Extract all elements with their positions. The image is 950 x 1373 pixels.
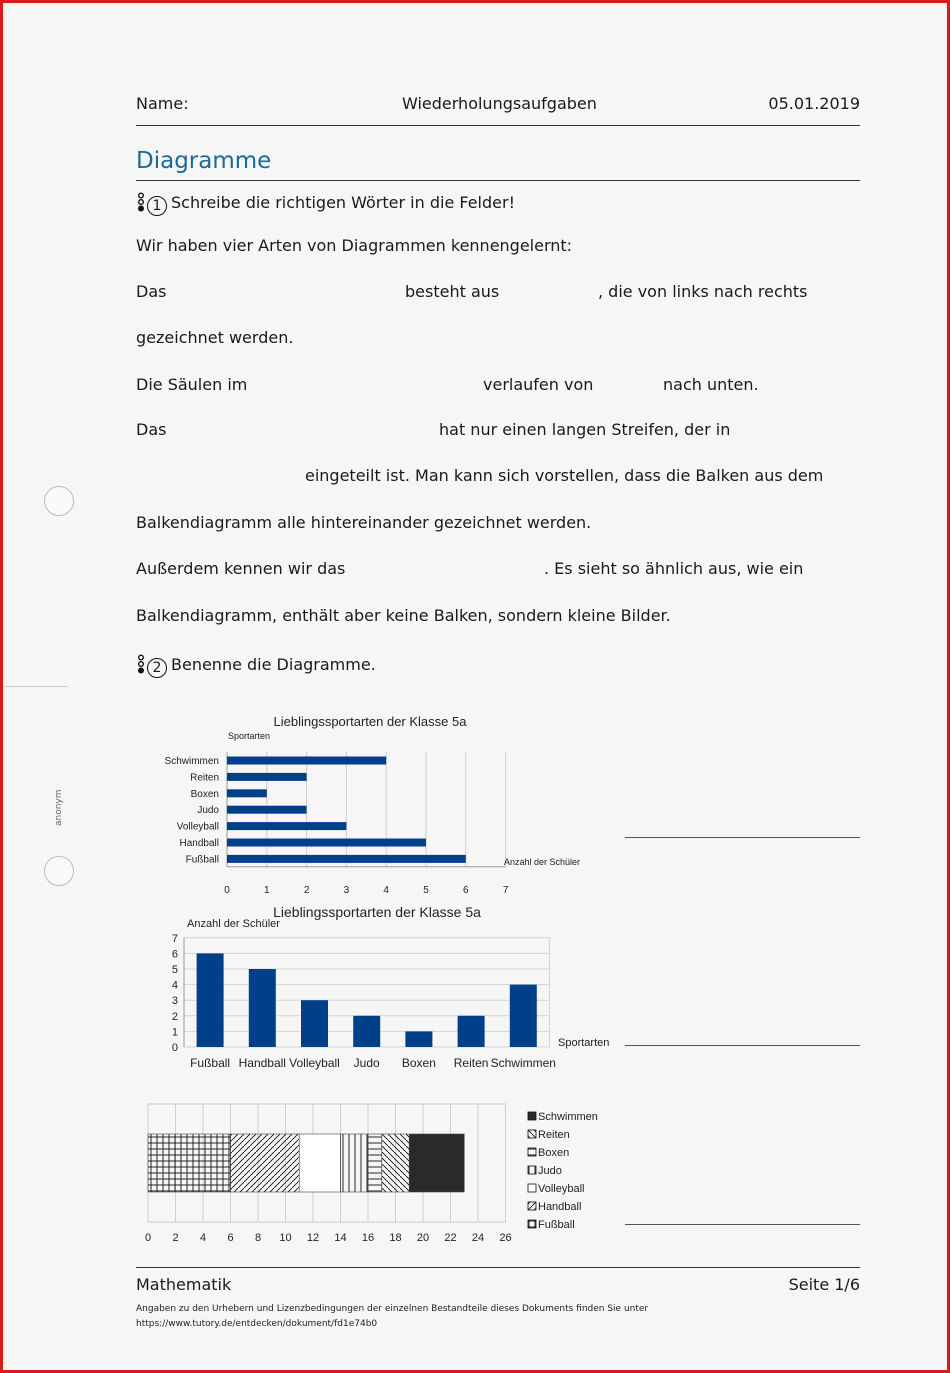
y-tick-label: 0 [171, 1042, 178, 1054]
x-tick-label: Schwimmen [490, 1056, 556, 1070]
text-segment: besteht aus [405, 282, 500, 301]
bar-segment [368, 1134, 382, 1192]
x-axis-label: Sportarten [558, 1037, 610, 1049]
bar [353, 1016, 380, 1047]
punch-hole-mark [44, 856, 74, 886]
task1-number: 1 [147, 196, 167, 216]
y-tick-label: 1 [171, 1026, 178, 1039]
task1-sentence-8: Balkendiagramm, enthält aber keine Balken, sondern kleine Bilder. [136, 606, 671, 625]
task1-sentence-6: Balkendiagramm alle hintereinander gezeichnet werden. [136, 513, 592, 532]
x-tick-label: 1 [264, 884, 270, 896]
bar [227, 839, 426, 847]
y-tick-label: 7 [171, 932, 178, 945]
punch-hole-mark [44, 486, 74, 516]
worksheet-title: Wiederholungsaufgaben [402, 94, 597, 113]
x-tick-label: 20 [416, 1232, 430, 1244]
bar [227, 757, 386, 765]
bar [227, 855, 466, 863]
fold-mark [4, 686, 68, 687]
name-label: Name: [136, 94, 189, 113]
text-segment: hat nur einen langen Streifen, der in [439, 420, 731, 439]
y-tick-label: 3 [171, 995, 178, 1008]
y-tick-label: 5 [171, 964, 178, 976]
bar-segment [382, 1134, 410, 1192]
legend-swatch [528, 1130, 536, 1138]
bar [301, 1000, 328, 1047]
x-tick-label: 16 [361, 1232, 375, 1244]
task1-intro: Wir haben vier Arten von Diagrammen kennengelernt: [136, 236, 573, 255]
y-tick-label: Fußball [185, 854, 219, 866]
task1-sentence-2: gezeichnet werden. [136, 328, 294, 347]
text-segment: . Es sieht so ähnlich aus, wie ein [544, 559, 804, 578]
y-axis-label: Anzahl der Schüler [187, 918, 280, 930]
legend-swatch [528, 1202, 536, 1210]
x-tick-label: 26 [499, 1232, 512, 1244]
text-segment: Das [136, 420, 167, 439]
bar [227, 789, 267, 797]
x-tick-label: 2 [303, 884, 310, 896]
text-segment: verlaufen von [483, 375, 594, 394]
x-tick-label: 14 [334, 1232, 347, 1244]
x-tick-label: Volleyball [289, 1056, 340, 1070]
header-rule [136, 125, 860, 126]
bar [227, 773, 307, 781]
legend-label: Schwimmen [538, 1111, 598, 1123]
legend-swatch [528, 1184, 536, 1192]
bar [458, 1016, 485, 1047]
answer-line-chart1[interactable] [625, 837, 860, 838]
x-tick-label: 3 [343, 884, 350, 896]
x-tick-label: Boxen [401, 1056, 436, 1070]
y-tick-label: Reiten [190, 772, 219, 784]
x-tick-label: 0 [224, 884, 230, 896]
task2-instruction: Benenne die Diagramme. [171, 655, 376, 674]
chart-title: Lieblingssportarten der Klasse 5a [273, 904, 481, 920]
task1-instruction: Schreibe die richtigen Wörter in die Felder! [171, 193, 515, 212]
legend-swatch [528, 1220, 536, 1228]
legend-label: Boxen [538, 1147, 570, 1159]
stacked-bar-chart [130, 1098, 620, 1250]
legend-swatch [528, 1112, 536, 1120]
legend-swatch [528, 1166, 536, 1174]
x-tick-label: 8 [254, 1232, 262, 1244]
x-tick-label: Judo [353, 1056, 380, 1070]
bar [510, 985, 537, 1047]
text-segment: nach unten. [663, 375, 759, 394]
bar [405, 1031, 432, 1047]
legend-label: Judo [538, 1165, 562, 1177]
legend-label: Volleyball [538, 1183, 585, 1195]
answer-line-chart2[interactable] [625, 1045, 860, 1046]
x-tick-label: 4 [199, 1232, 207, 1244]
chart-title: Lieblingssportarten der Klasse 5a [273, 714, 467, 729]
y-axis-label: Sportarten [228, 731, 271, 741]
text-segment: , die von links nach rechts [598, 282, 808, 301]
text-segment: Außerdem kennen wir das [136, 559, 346, 578]
x-tick-label: 5 [423, 884, 429, 896]
vertical-bar-chart [140, 900, 630, 1078]
answer-line-chart3[interactable] [625, 1224, 860, 1225]
legend-label: Reiten [538, 1129, 570, 1141]
task2-heading [136, 654, 376, 678]
x-tick-label: 18 [389, 1232, 402, 1244]
bar [249, 969, 276, 1047]
x-tick-label: 6 [463, 884, 469, 896]
student-group-icon [136, 192, 146, 212]
worksheet-date: 05.01.2019 [768, 94, 860, 113]
x-tick-label: 6 [227, 1232, 234, 1244]
x-tick-label: Handball [238, 1056, 286, 1070]
x-tick-label: Reiten [453, 1056, 489, 1070]
y-tick-label: 6 [171, 948, 178, 961]
task1-sentence-5: eingeteilt ist. Man kann sich vorstellen, dass die Balken aus dem [305, 466, 824, 485]
bar-segment [231, 1134, 300, 1192]
x-tick-label: 24 [471, 1232, 485, 1244]
bar-segment [341, 1134, 369, 1192]
bar [197, 953, 224, 1047]
task1-heading [136, 192, 515, 216]
side-text-anonym: anonym [54, 789, 64, 826]
y-tick-label: Schwimmen [164, 756, 219, 767]
legend-label: Fußball [538, 1219, 575, 1231]
y-tick-label: Boxen [190, 788, 219, 800]
y-tick-label: 2 [171, 1010, 178, 1023]
y-tick-label: 4 [171, 979, 178, 992]
legend-swatch [528, 1148, 536, 1156]
bar [227, 822, 346, 830]
x-tick-label: 12 [306, 1232, 320, 1244]
x-tick-label: 4 [383, 884, 389, 896]
y-tick-label: Judo [197, 805, 219, 817]
y-tick-label: Handball [179, 838, 219, 849]
task2-number: 2 [147, 658, 167, 678]
bar-segment [148, 1134, 231, 1192]
y-tick-label: Volleyball [176, 821, 219, 833]
footer-license-url: https://www.tutory.de/entdecken/dokument/fd1e74b0 [136, 1319, 378, 1329]
x-tick-label: 7 [502, 884, 509, 896]
horizontal-bar-chart [140, 708, 610, 896]
bar [227, 806, 307, 814]
footer-rule [136, 1267, 860, 1268]
footer-license-note: Angaben zu den Urhebern und Lizenzbedingungen der einzelnen Bestandteile dieses Dokuments finden Sie unter [136, 1304, 649, 1314]
footer-page: Seite 1/6 [788, 1275, 860, 1294]
x-tick-label: 22 [444, 1232, 457, 1244]
bar-segment [299, 1134, 340, 1192]
x-tick-label: 10 [279, 1232, 292, 1244]
x-tick-label: Fußball [190, 1056, 231, 1070]
x-tick-label: 0 [144, 1232, 152, 1244]
text-segment: Das [136, 282, 167, 301]
x-axis-label: Anzahl der Schüler [504, 856, 581, 867]
section-title: Diagramme [136, 148, 272, 174]
bar-segment [409, 1134, 464, 1192]
x-tick-label: 2 [172, 1232, 179, 1244]
text-segment: Die Säulen im [136, 375, 248, 394]
legend-label: Handball [538, 1201, 582, 1213]
student-group-icon [136, 654, 146, 674]
title-rule [136, 180, 860, 181]
footer-subject: Mathematik [136, 1275, 232, 1294]
